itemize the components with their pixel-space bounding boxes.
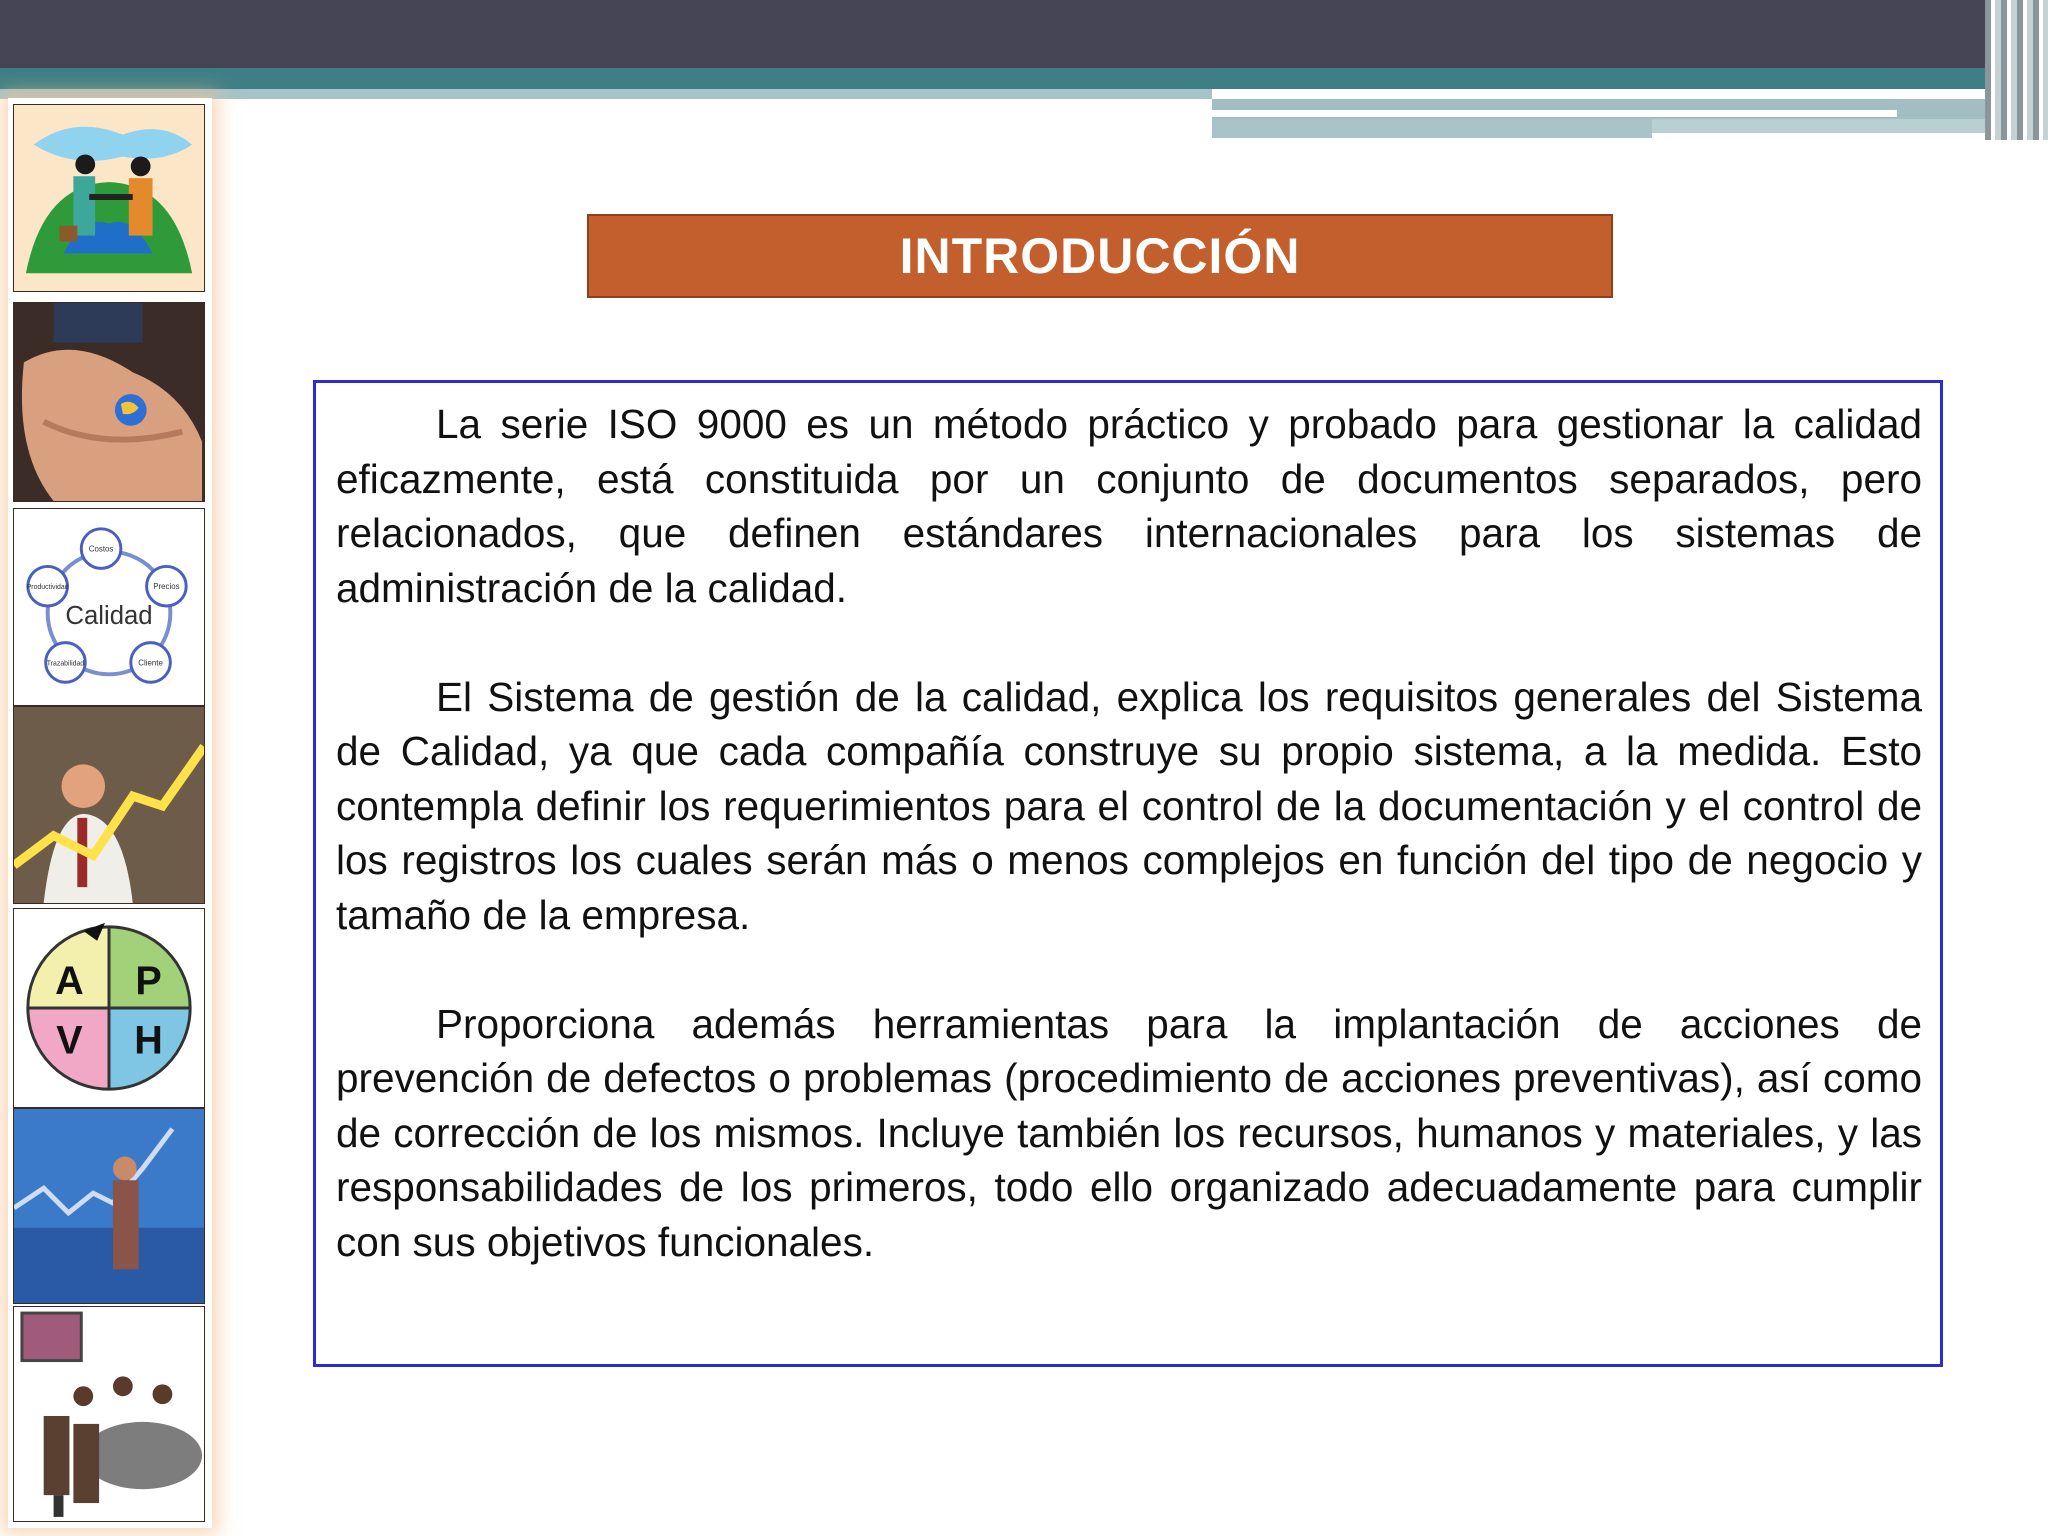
pdca-letter: A	[55, 959, 84, 1004]
meeting-table-icon	[14, 1307, 204, 1521]
quality-cycle-graphic	[14, 509, 204, 705]
quality-node-label: Trazabilidad	[46, 660, 85, 668]
businessman-chart-image	[13, 1108, 205, 1304]
slide-title: INTRODUCCIÓN	[899, 228, 1301, 284]
image-sidebar	[8, 98, 212, 1528]
quality-cycle-diagram	[13, 508, 205, 706]
paragraph: Proporciona además herramientas para la implantación de acciones de prevención de defectos o problemas (procedimiento de acciones preventivas), así como de corrección de los mismos. Incluye también los recursos, humanos y materiales, y las responsabilidades de los primeros, todo ello organizado adecuadamente para cumplir con sus objetivos funcionales.	[336, 1000, 1922, 1265]
header-stripe	[1212, 119, 1652, 138]
pdca-letter: H	[134, 1018, 163, 1063]
header-bar	[0, 0, 2048, 68]
quality-node-label: Cliente	[138, 658, 163, 668]
hand-globe-icon	[14, 303, 204, 501]
businessman-growth-image	[13, 706, 205, 904]
slide-title-banner	[587, 214, 1613, 298]
pdca-letter: P	[135, 959, 162, 1004]
handshake-globe-image	[13, 104, 205, 292]
hand-globe-image	[13, 302, 205, 502]
header-divider-line	[1212, 110, 1897, 117]
quality-node-label: Productividad	[26, 584, 69, 592]
quality-node-label: Costos	[88, 544, 114, 554]
meeting-room-image	[13, 1306, 205, 1522]
text-area	[336, 397, 1922, 1324]
header-edge-lines	[1985, 0, 2048, 140]
quality-node-label: Precios	[153, 582, 180, 592]
pdca-wheel-graphic	[14, 909, 204, 1107]
growth-chart-icon	[14, 707, 204, 903]
pdca-letter: V	[56, 1018, 83, 1063]
rising-trend-icon	[14, 1109, 204, 1303]
header-stripe	[1652, 119, 2012, 133]
handshake-globe-icon	[14, 105, 204, 291]
paragraph: La serie ISO 9000 es un método práctico y probado para gestionar la calidad eficazmente, está constituida por un conjunto de documentos separados, pero relacionados, que definen estándares internacionales para los sistemas de administración de la calidad.	[336, 401, 1922, 611]
paragraph: El Sistema de gestión de la calidad, explica los requisitos generales del Sistema de Calidad, ya que cada compañía construye su propio sistema, a la medida. Esto contempla definir los requerimientos para el control de la documentación y el control de los registros los cuales serán más o menos complejos en función del tipo de negocio y tamaño de la empresa.	[336, 673, 1922, 938]
content-box	[313, 380, 1943, 1367]
pdca-cycle-diagram	[13, 908, 205, 1108]
header-teal-band	[0, 68, 2048, 89]
quality-center-label: Calidad	[65, 601, 153, 630]
